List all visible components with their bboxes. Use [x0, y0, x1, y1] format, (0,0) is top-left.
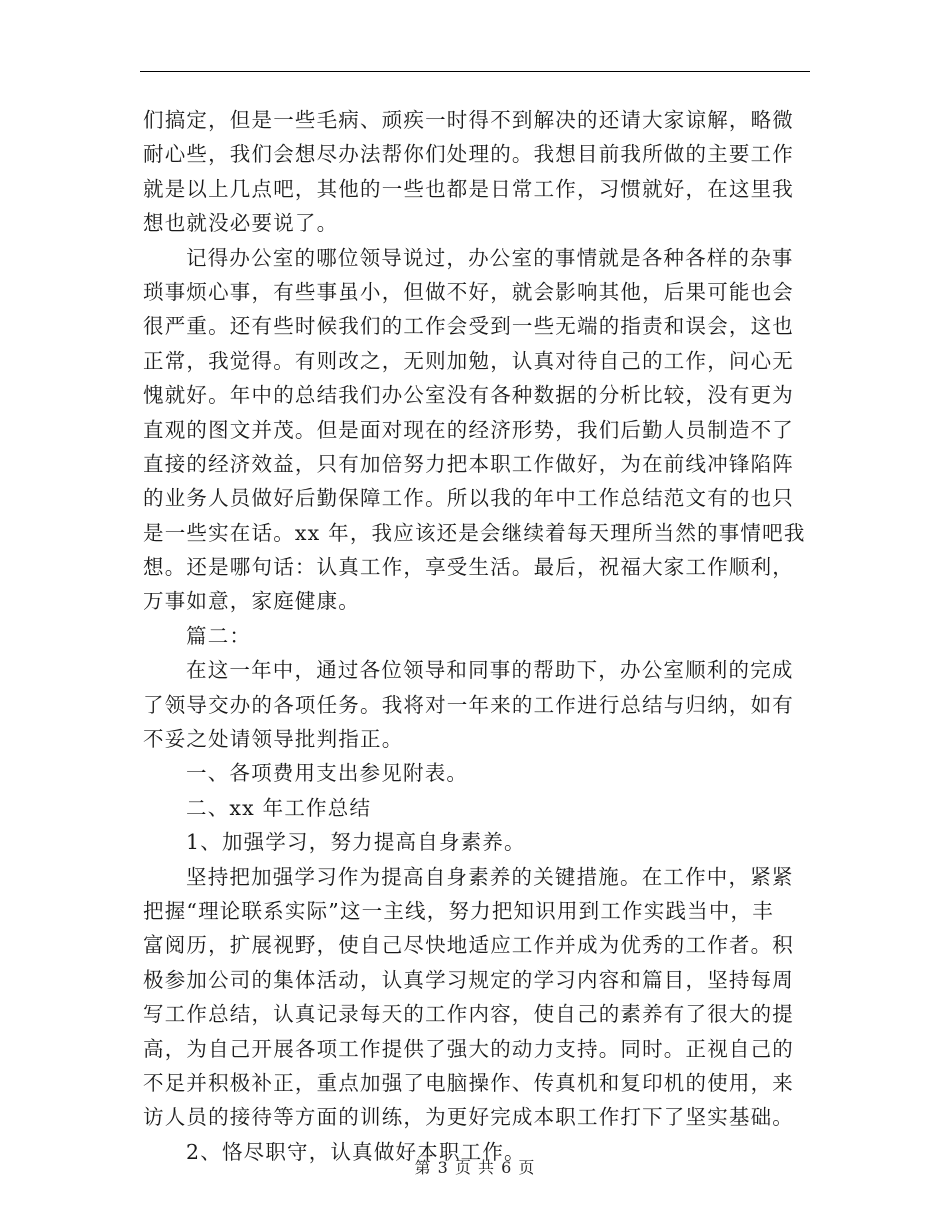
- text-line: 正常，我觉得。有则改之，无则加勉，认真对待自己的工作，问心无: [143, 348, 794, 373]
- text-line: 直接的经济效益，只有加倍努力把本职工作做好，为在前线冲锋陷阵: [143, 451, 794, 476]
- page-footer: 第 3 页 共 6 页: [414, 1158, 536, 1177]
- text-line: 耐心些，我们会想尽办法帮你们处理的。我想目前我所做的主要工作: [143, 142, 794, 167]
- text-line: 们搞定，但是一些毛病、顽疾一时得不到解决的还请大家谅解，略微: [143, 108, 794, 132]
- text-line: 访人员的接待等方面的训练，为更好完成本职工作打下了坚实基础。: [143, 1105, 794, 1130]
- text-line: 是一些实在话。xx 年，我应该还是会继续着每天理所当然的事情吧我: [143, 520, 806, 545]
- text-line: 很严重。还有些时候我们的工作会受到一些无端的指责和误会，这也: [143, 314, 794, 339]
- text-line: 把握“理论联系实际”这一主线，努力把知识用到工作实践当中，丰: [143, 898, 774, 923]
- text-line: 高，为自己开展各项工作提供了强大的动力支持。同时。正视自己的: [143, 1036, 794, 1061]
- text-line: 不足并积极补正，重点加强了电脑操作、传真机和复印机的使用，来: [143, 1070, 794, 1095]
- header-rule: [140, 71, 810, 72]
- text-line: 记得办公室的哪位领导说过，办公室的事情就是各种各样的杂事: [186, 245, 794, 270]
- text-line: 2、恪尽职守，认真做好本职工作。: [186, 1139, 526, 1164]
- text-line: 坚持把加强学习作为提高自身素养的关键措施。在工作中，紧紧: [186, 864, 794, 889]
- text-line: 在这一年中，通过各位领导和同事的帮助下，办公室顺利的完成: [186, 658, 794, 683]
- text-line: 的业务人员做好后勤保障工作。所以我的年中工作总结范文有的也只: [143, 486, 794, 511]
- text-line: 二、xx 年工作总结: [186, 795, 372, 820]
- text-line: 愧就好。年中的总结我们办公室没有各种数据的分析比较，没有更为: [143, 383, 794, 408]
- text-line: 富阅历，扩展视野，使自己尽快地适应工作并成为优秀的工作者。积: [143, 933, 794, 958]
- text-line: 了领导交办的各项任务。我将对一年来的工作进行总结与归纳，如有: [143, 692, 794, 717]
- text-line: 想也就没必要说了。: [143, 211, 339, 236]
- text-line: 写工作总结，认真记录每天的工作内容，使自己的素养有了很大的提: [143, 1002, 794, 1027]
- text-line: 1、加强学习，努力提高自身素养。: [186, 830, 526, 855]
- text-line: 极参加公司的集体活动，认真学习规定的学习内容和篇目，坚持每周: [143, 967, 794, 992]
- text-line: 篇二：: [186, 623, 252, 648]
- text-line: 不妥之处请领导批判指正。: [143, 727, 404, 752]
- text-line: 琐事烦心事，有些事虽小，但做不好，就会影响其他，后果可能也会: [143, 279, 794, 304]
- document-body: [143, 103, 807, 1169]
- text-line: 直观的图文并茂。但是面对现在的经济形势，我们后勤人员制造不了: [143, 417, 794, 442]
- text-line: 就是以上几点吧，其他的一些也都是日常工作，习惯就好，在这里我: [143, 176, 794, 201]
- text-line: 万事如意，家庭健康。: [143, 589, 360, 614]
- text-line: 想。还是哪句话：认真工作，享受生活。最后，祝福大家工作顺利，: [143, 555, 794, 580]
- text-line: 一、各项费用支出参见附表。: [186, 761, 469, 786]
